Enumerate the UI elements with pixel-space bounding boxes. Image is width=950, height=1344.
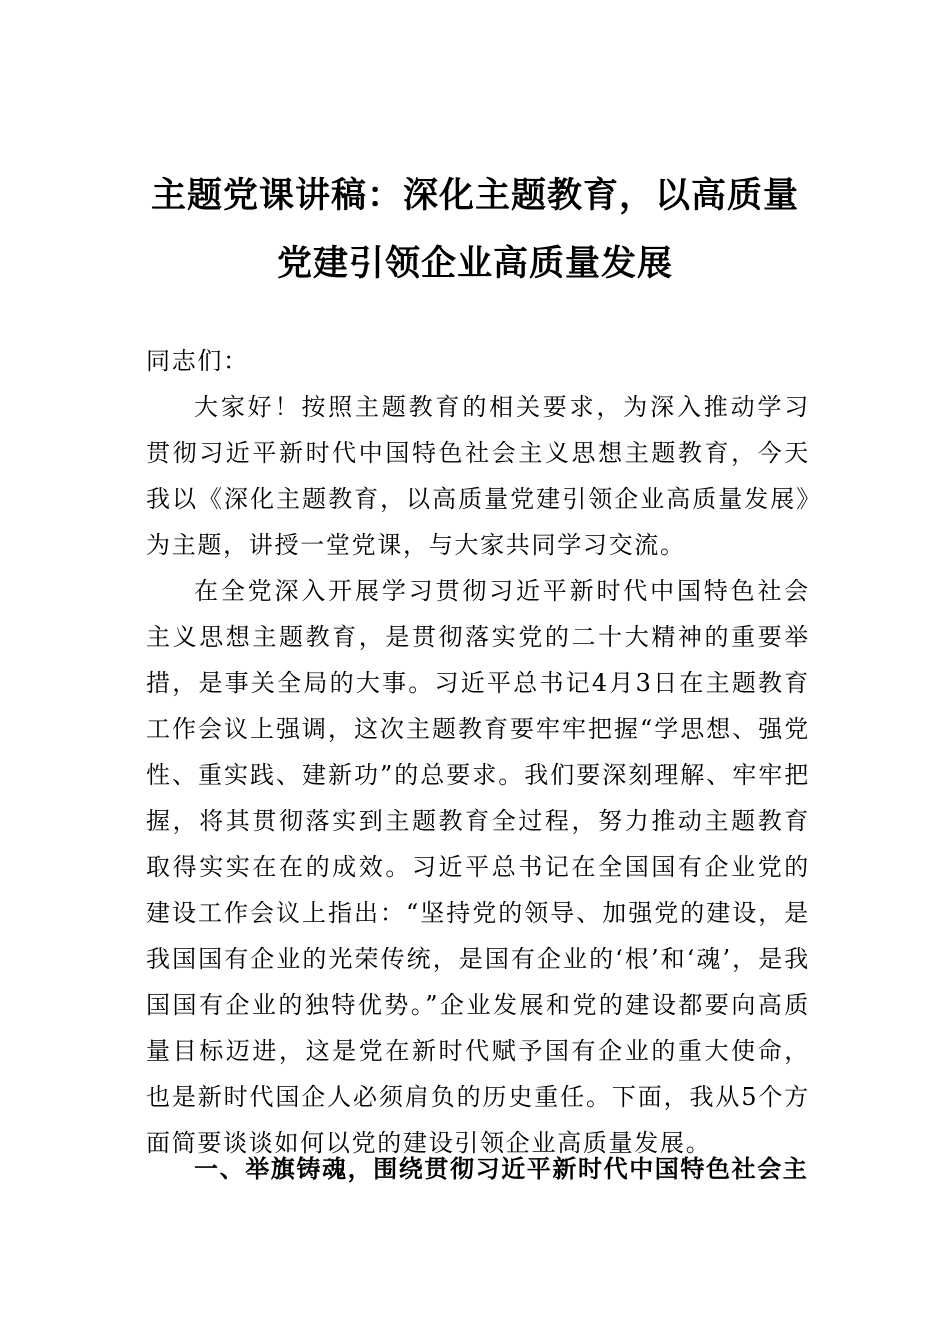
document-title-line-2: 党建引领企业高质量发展 <box>276 244 673 284</box>
paragraph-background: 在全党深入开展学习贯彻习近平新时代中国特色社会主义思想主题教育，是贯彻落实党的二十大精神的重要举措，是事关全局的大事。习近平总书记4月3日在主题教育工作会议上强调，这次主题教育要牢牢把握“学思想、强党性、重实践、建新功”的总要求。我们要深刻理解、牢牢把握，将其贯彻落实到主题教育全过程，努力推动主题教育取得实实在在的成效。习近平总书记在全国国有企业党的建设工作会议上指出：“坚持党的领导、加强党的建设，是我国国有企业的光荣传统，是国有企业的‘根’和‘魂’，是我国国有企业的独特优势。”企业发展和党的建设都要向高质量目标迈进，这是党在新时代赋予国有企业的重大使命，也是新时代国企人必须肩负的历史重任。下面，我从5个方面简要谈谈如何以党的建设引领企业高质量发展。 <box>146 577 810 1157</box>
document-title-line-1: 主题党课讲稿：深化主题教育，以高质量 <box>150 176 799 216</box>
salutation: 同志们： <box>146 347 249 375</box>
section-heading-1: 一、举旗铸魂，围绕贯彻习近平新时代中国特色社会主 <box>194 1155 809 1183</box>
paragraph-greeting: 大家好！按照主题教育的相关要求，为深入推动学习贯彻习近平新时代中国特色社会主义思想主题教育，今天我以《深化主题教育，以高质量党建引领企业高质量发展》为主题，讲授一堂党课，与大家共同学习交流。 <box>146 393 810 559</box>
